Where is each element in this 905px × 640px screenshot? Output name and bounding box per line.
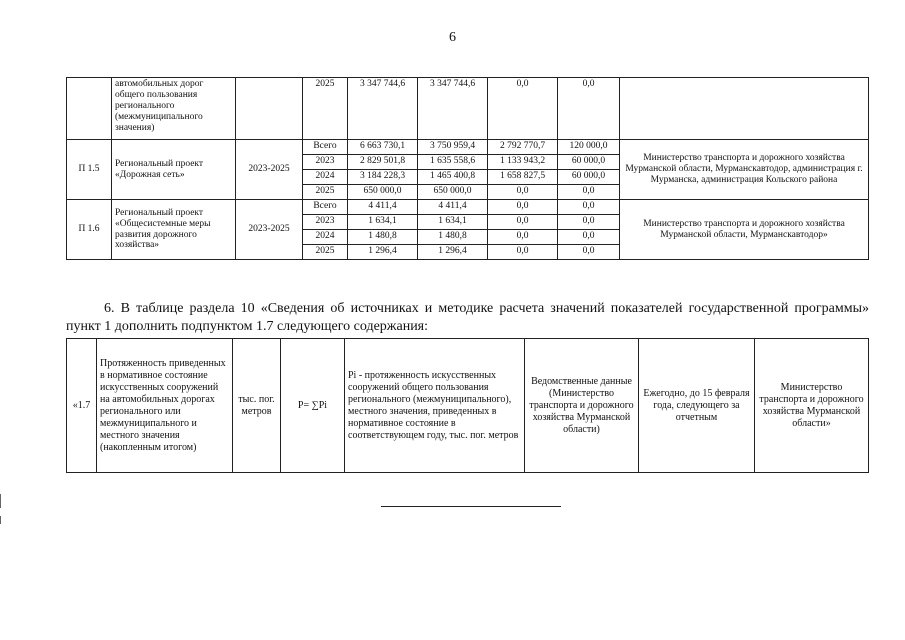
year-cell: 2025 xyxy=(303,245,348,260)
value-cell: 0,0 xyxy=(488,215,558,230)
year-cell: 2024 xyxy=(303,170,348,185)
value-cell: 1 634,1 xyxy=(348,215,418,230)
item-code: П 1.5 xyxy=(67,140,112,200)
value-cell: 1 634,1 xyxy=(418,215,488,230)
table-row xyxy=(67,78,869,140)
value-cell: 650 000,0 xyxy=(418,185,488,200)
value-cell: 650 000,0 xyxy=(348,185,418,200)
code-cell xyxy=(67,78,112,140)
year-cell: 2024 xyxy=(303,230,348,245)
item-name: автомобильных дорог общего пользования регионального (межмуниципального значения) xyxy=(112,78,236,140)
value-cell: 0,0 xyxy=(558,200,620,215)
value-cell: 0,0 xyxy=(488,230,558,245)
year-cell: Всего xyxy=(303,200,348,215)
indicator-responsible: Министерство транспорта и дорожного хозяйства Мурманской области» xyxy=(755,339,869,473)
item-period: 2023-2025 xyxy=(236,140,303,200)
value-cell: 0,0 xyxy=(488,78,558,140)
scan-mark xyxy=(0,516,1,524)
funding-table xyxy=(66,77,869,260)
value-cell: 120 000,0 xyxy=(558,140,620,155)
value-cell: 1 635 558,6 xyxy=(418,155,488,170)
value-cell: 0,0 xyxy=(558,185,620,200)
indicator-number: «1.7 xyxy=(67,339,97,473)
value-cell: 3 347 744,6 xyxy=(348,78,418,140)
value-cell: 4 411,4 xyxy=(418,200,488,215)
value-cell: 1 480,8 xyxy=(348,230,418,245)
value-cell: 3 347 744,6 xyxy=(418,78,488,140)
item-executor: Министерство транспорта и дорожного хозяйства Мурманской области, Мурманскавтодор, администрация г. Мурманска, администрация Кольского района xyxy=(620,140,869,200)
year-cell: 2023 xyxy=(303,155,348,170)
scan-mark xyxy=(0,494,1,508)
indicator-table xyxy=(66,338,869,473)
value-cell: 60 000,0 xyxy=(558,155,620,170)
value-cell: 1 296,4 xyxy=(348,245,418,260)
year-cell: 2025 xyxy=(303,78,348,140)
value-cell: 0,0 xyxy=(488,185,558,200)
value-cell: 1 465 400,8 xyxy=(418,170,488,185)
table-row xyxy=(67,200,869,215)
value-cell: 3 184 228,3 xyxy=(348,170,418,185)
value-cell: 0,0 xyxy=(488,200,558,215)
closing-rule xyxy=(381,506,561,507)
value-cell: 2 829 501,8 xyxy=(348,155,418,170)
value-cell: 2 792 770,7 xyxy=(488,140,558,155)
value-cell: 0,0 xyxy=(558,215,620,230)
item-name: Региональный проект «Общесистемные меры развития дорожного хозяйства» xyxy=(112,200,236,260)
item-executor: Министерство транспорта и дорожного хозяйства Мурманской области, Мурманскавтодор» xyxy=(620,200,869,260)
item-name: Региональный проект «Дорожная сеть» xyxy=(112,140,236,200)
value-cell: 60 000,0 xyxy=(558,170,620,185)
page-number: 6 xyxy=(449,30,456,45)
item-period: 2023-2025 xyxy=(236,200,303,260)
table-row xyxy=(67,140,869,155)
value-cell: 0,0 xyxy=(558,230,620,245)
indicator-formula: P= ∑Pi xyxy=(281,339,345,473)
value-cell: 6 663 730,1 xyxy=(348,140,418,155)
value-cell: 4 411,4 xyxy=(348,200,418,215)
indicator-description: Pi - протяженность искусственных сооружений общего пользования регионального (межмуниципального), местного значения, приведенных в нормативное состояние в соответствующем году, тыс. пог. метров xyxy=(345,339,525,473)
period-cell xyxy=(236,78,303,140)
value-cell: 0,0 xyxy=(488,245,558,260)
year-cell: 2025 xyxy=(303,185,348,200)
value-cell: 3 750 959,4 xyxy=(418,140,488,155)
value-cell: 1 133 943,2 xyxy=(488,155,558,170)
indicator-name: Протяженность приведенных в нормативное состояние искусственных сооружений на автомобильных дорогах регионального или межмуниципального и местного значения (накопленным итогом) xyxy=(97,339,233,473)
value-cell: 1 296,4 xyxy=(418,245,488,260)
indicator-frequency: Ежегодно, до 15 февраля года, следующего за отчетным xyxy=(639,339,755,473)
executor-cell xyxy=(620,78,869,140)
table-row xyxy=(67,339,869,473)
value-cell: 1 480,8 xyxy=(418,230,488,245)
value-cell: 0,0 xyxy=(558,245,620,260)
item-code: П 1.6 xyxy=(67,200,112,260)
year-cell: Всего xyxy=(303,140,348,155)
indicator-unit: тыс. пог. метров xyxy=(233,339,281,473)
year-cell: 2023 xyxy=(303,215,348,230)
value-cell: 0,0 xyxy=(558,78,620,140)
value-cell: 1 658 827,5 xyxy=(488,170,558,185)
indicator-source: Ведомственные данные (Министерство транспорта и дорожного хозяйства Мурманской области) xyxy=(525,339,639,473)
amendment-paragraph: 6. В таблице раздела 10 «Сведения об источниках и методике расчета значений показателей государственной программы» пункт 1 дополнить подпунктом 1.7 следующего содержания: xyxy=(66,301,869,335)
